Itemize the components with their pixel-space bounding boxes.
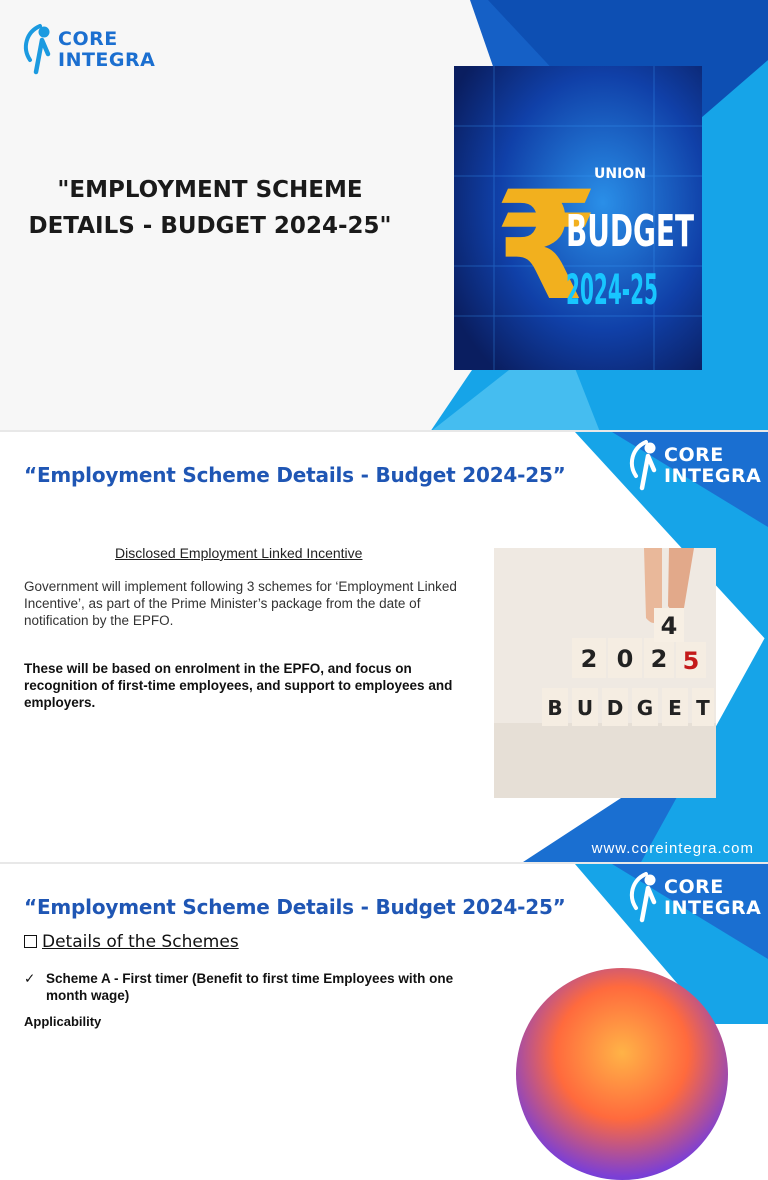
brand-logo bbox=[20, 24, 155, 76]
budget-blocks-image bbox=[494, 548, 716, 798]
checkmark-icon: ✓ bbox=[24, 971, 36, 986]
logo-text-line1: CORE bbox=[58, 28, 118, 50]
section-heading-text: Details of the Schemes bbox=[42, 932, 239, 952]
section-subheading: Disclosed Employment Linked Incentive bbox=[115, 545, 363, 561]
title-line1: "EMPLOYMENT SCHEME bbox=[57, 177, 363, 203]
union-text: UNION bbox=[594, 166, 646, 182]
logo-text-line2: INTEGRA bbox=[664, 465, 762, 487]
applicability-label: Applicability bbox=[24, 1014, 102, 1029]
block-e: E bbox=[668, 696, 682, 720]
logo-text-line2: INTEGRA bbox=[58, 49, 156, 71]
logo-text-line1: CORE bbox=[664, 444, 724, 466]
block-u: U bbox=[576, 696, 594, 720]
checkbox-square-icon bbox=[24, 935, 37, 948]
slide2-title: “Employment Scheme Details - Budget 2024-25” bbox=[24, 463, 566, 487]
slide3-image-circle bbox=[516, 968, 728, 1180]
brand-logo-slide3 bbox=[626, 872, 761, 924]
page-title bbox=[10, 172, 410, 244]
brand-logo-slide2 bbox=[626, 440, 761, 492]
logo-person-icon bbox=[626, 440, 660, 492]
logo-person-icon bbox=[20, 24, 54, 76]
block-2a: 2 bbox=[580, 645, 598, 673]
budget-graphic bbox=[454, 66, 702, 370]
details-slide bbox=[0, 864, 768, 1029]
intro-paragraph: Government will implement following 3 schemes for ‘Employment Linked Incentive’, as part of the Prime Minister’s package from the date of notification by the EPFO. bbox=[24, 579, 457, 628]
epfo-paragraph: These will be based on enrolment in the EPFO, and focus on recognition of first-time employees, and support to employees and employers. bbox=[24, 661, 453, 710]
block-g: G bbox=[636, 696, 654, 720]
block-0: 0 bbox=[616, 645, 634, 673]
scheme-a-item bbox=[24, 970, 474, 1004]
block-4: 4 bbox=[660, 612, 678, 640]
logo-person-icon bbox=[626, 872, 660, 924]
block-t: T bbox=[696, 696, 710, 720]
budget-text: BUDGET bbox=[566, 206, 694, 257]
logo-text-line2: INTEGRA bbox=[664, 897, 762, 919]
section-heading bbox=[24, 932, 239, 952]
scheme-a-text: Scheme A - First timer (Benefit to first time Employees with one month wage) bbox=[46, 971, 454, 1003]
title-line2: DETAILS - BUDGET 2024-25" bbox=[28, 213, 392, 239]
block-5: 5 bbox=[682, 647, 700, 675]
website-url[interactable]: www.coreintegra.com bbox=[591, 840, 754, 857]
year-text: 2024-25 bbox=[566, 265, 658, 314]
rupee-symbol: ₹ bbox=[494, 160, 599, 334]
block-2b: 2 bbox=[650, 645, 668, 673]
block-d: D bbox=[606, 696, 624, 720]
title-slide bbox=[0, 0, 768, 432]
block-b: B bbox=[547, 696, 563, 720]
intro-slide bbox=[0, 432, 768, 864]
logo-text-line1: CORE bbox=[664, 876, 724, 898]
slide3-title: “Employment Scheme Details - Budget 2024-25” bbox=[24, 895, 566, 919]
